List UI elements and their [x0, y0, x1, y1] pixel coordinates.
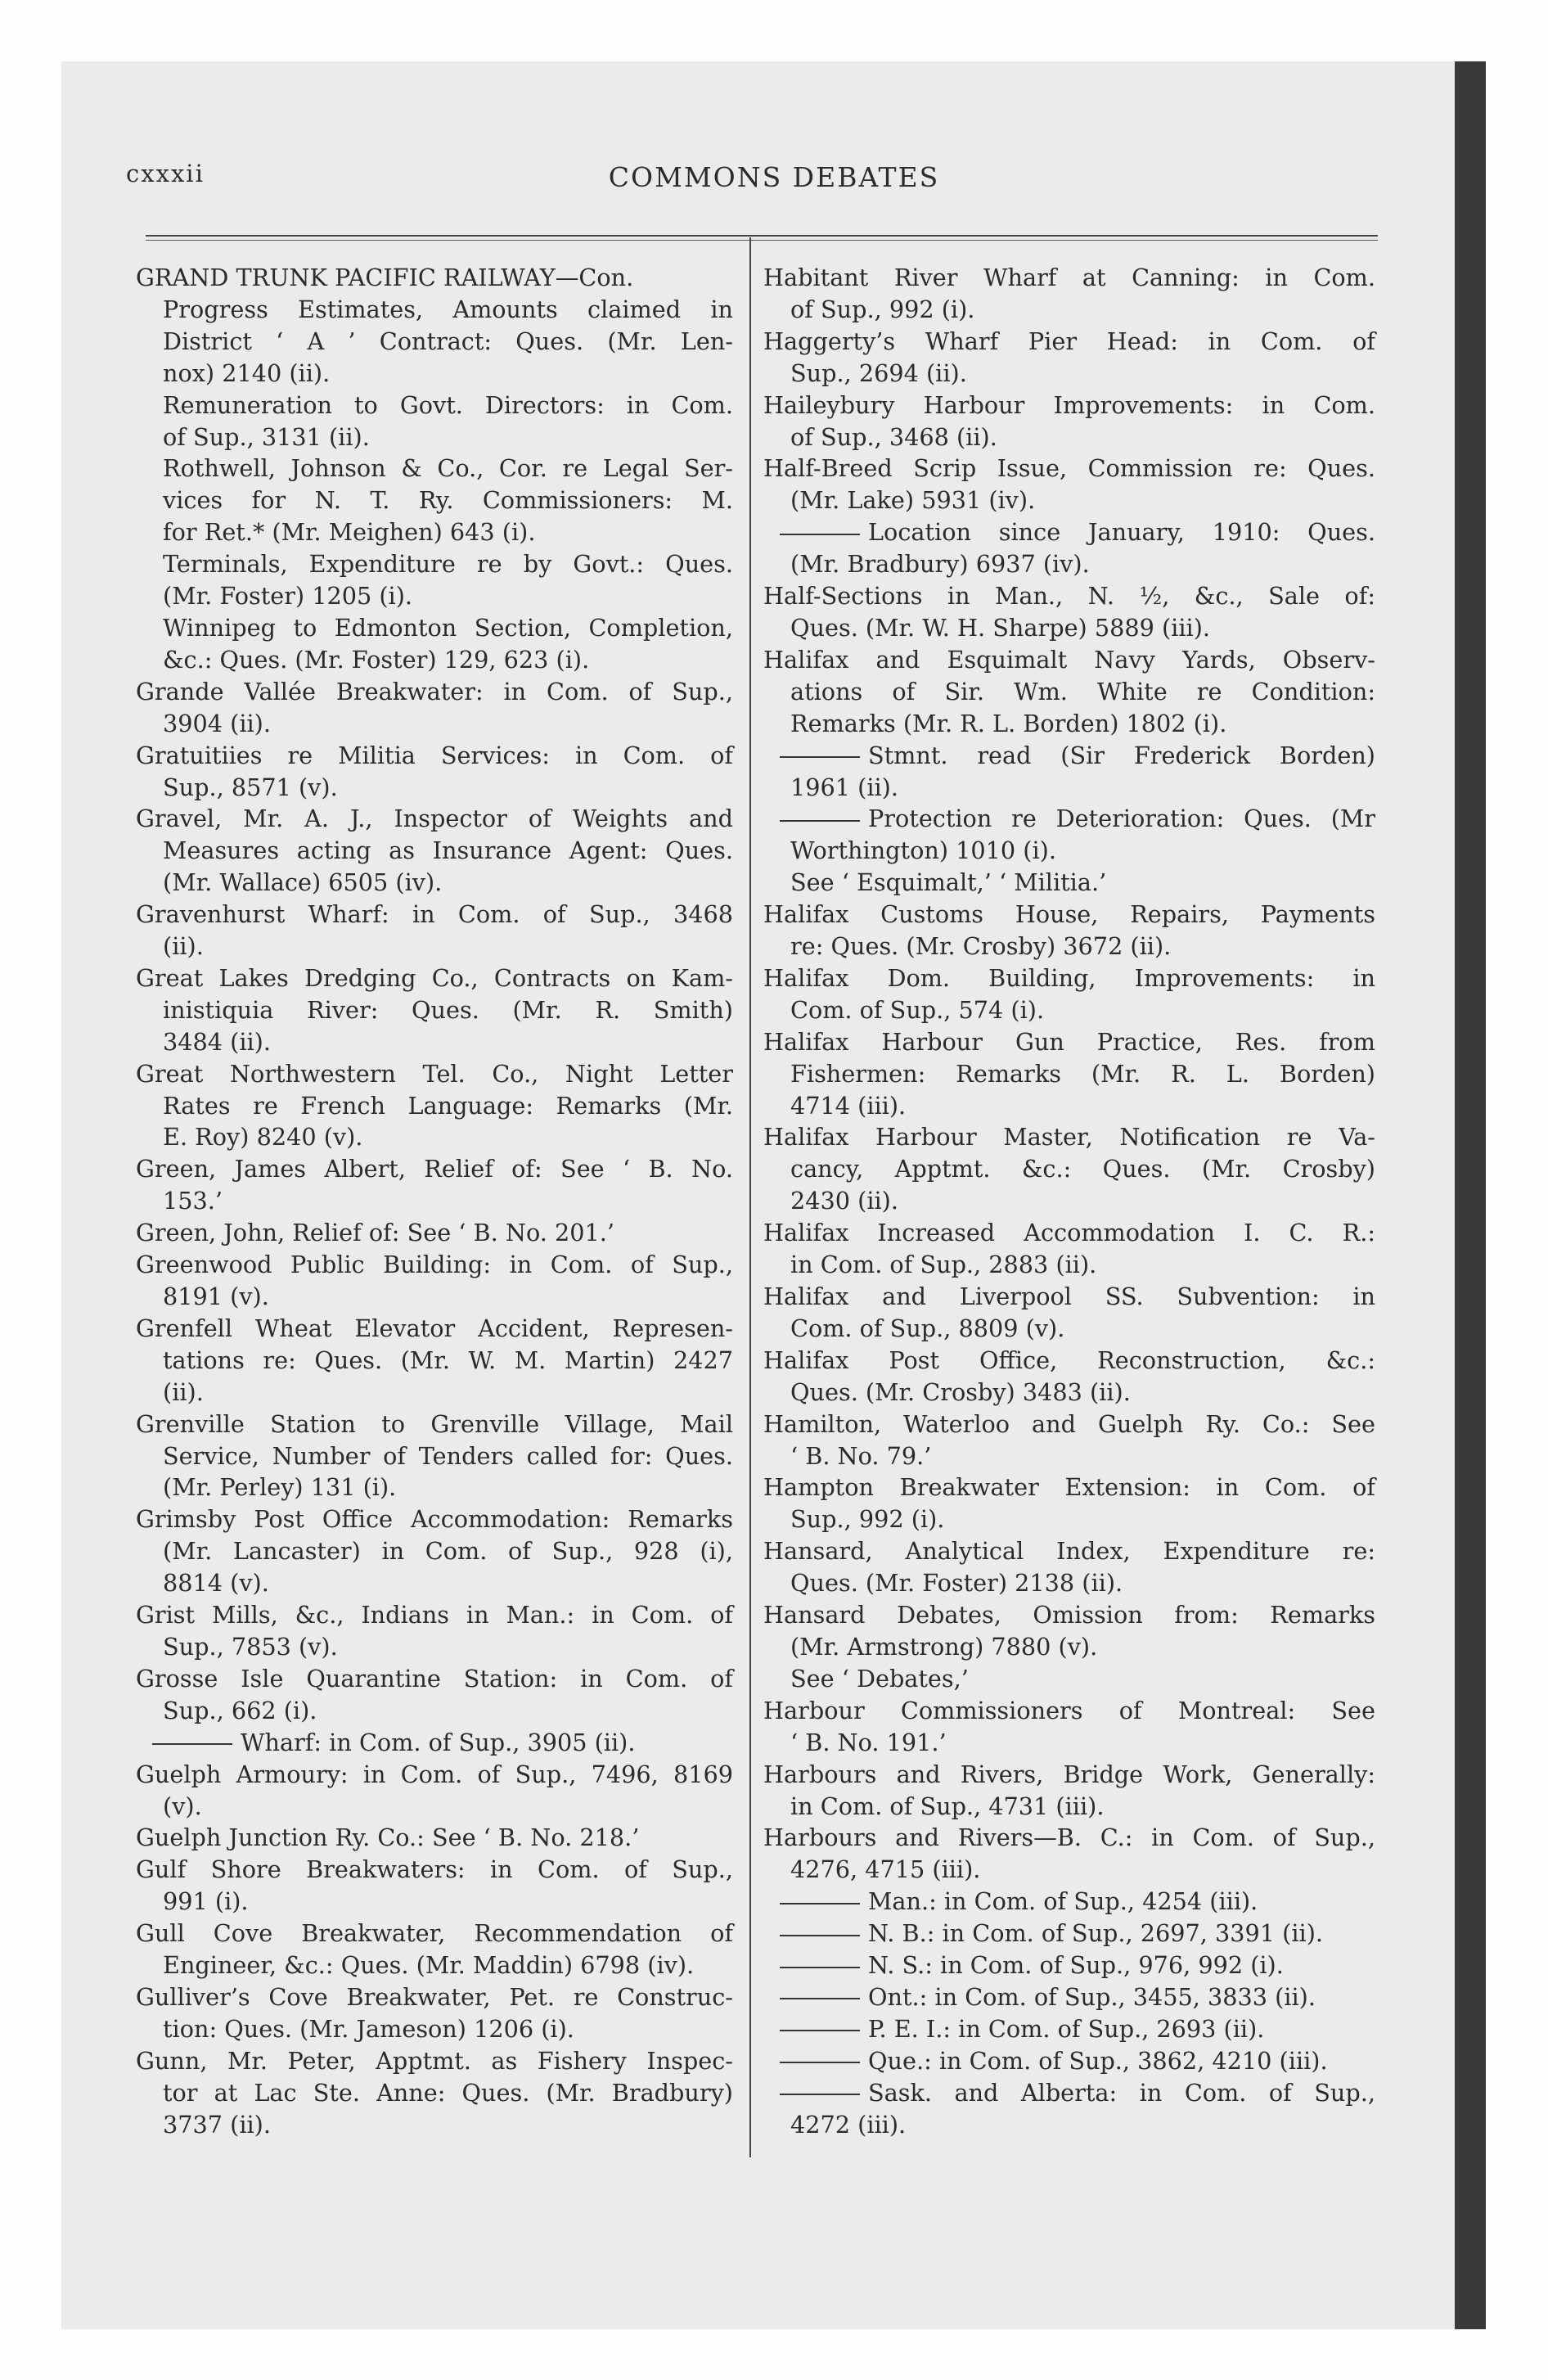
- entry-line: Rothwell, Johnson & Co., Cor. re Legal Ser-: [163, 454, 733, 483]
- entry-line: Halifax Dom. Building, Improvements: in: [763, 963, 1375, 992]
- entry-line: tations re: Ques. (Mr. W. M. Martin) 2427: [163, 1346, 733, 1374]
- index-entry: [763, 899, 1375, 962]
- index-entry: [763, 2013, 1375, 2045]
- index-entry: [136, 1854, 733, 1918]
- entry-line: Haggerty’s Wharf Pier Head: in Com. of: [763, 327, 1375, 355]
- entry-line: 2430 (ii).: [790, 1187, 898, 1215]
- entry-line: in Com. of Sup., 4731 (iii).: [790, 1792, 1105, 1820]
- entry-line: (Mr. Wallace) 6505 (iv).: [163, 868, 443, 897]
- entry-line: 3484 (ii).: [163, 1027, 271, 1056]
- ditto-dash: [780, 1998, 860, 1999]
- ditto-dash: [152, 1743, 232, 1745]
- entry-line: Gulf Shore Breakwaters: in Com. of Sup.,: [136, 1855, 733, 1884]
- index-entry: [763, 740, 1375, 804]
- entry-line: Hamilton, Waterloo and Guelph Ry. Co.: See: [763, 1409, 1375, 1438]
- entry-line: [763, 1886, 1375, 1918]
- entry-text: Protection re Deterioration: Ques. (Mr: [868, 805, 1375, 833]
- ditto-dash: [780, 2094, 860, 2095]
- entry-text: Que.: in Com. of Sup., 3862, 4210 (iii).: [868, 2046, 1328, 2075]
- entry-line: 8814 (v).: [163, 1569, 269, 1598]
- entry-line: tor at Lac Ste. Anne: Ques. (Mr. Bradbury): [163, 2078, 733, 2107]
- index-entry: [136, 294, 733, 390]
- entry-line: Hansard, Analytical Index, Expenditure re:: [763, 1537, 1375, 1566]
- entry-line: Half-Breed Scrip Issue, Commission re: Ques.: [763, 454, 1375, 483]
- entry-line: Harbour Commissioners of Montreal: See: [763, 1696, 1375, 1724]
- index-entry: [136, 1153, 733, 1217]
- index-entry: [763, 1759, 1375, 1823]
- entry-line: 4276, 4715 (iii).: [790, 1855, 981, 1884]
- entry-line: re: Ques. (Mr. Crosby) 3672 (ii).: [790, 932, 1172, 961]
- index-entry: [763, 1950, 1375, 1981]
- entry-line: Fishermen: Remarks (Mr. R. L. Borden): [790, 1059, 1375, 1088]
- entry-line: Gulliver’s Cove Breakwater, Pet. re Construc-: [136, 1982, 733, 2011]
- entry-line: [763, 2077, 1375, 2109]
- entry-line: Great Northwestern Tel. Co., Night Letter: [136, 1059, 733, 1088]
- entry-line: Gravenhurst Wharf: in Com. of Sup., 3468: [136, 900, 733, 929]
- index-entry: [136, 453, 733, 548]
- index-entry: [763, 1981, 1375, 2013]
- entry-line: Terminals, Expenditure re by Govt.: Ques.: [163, 550, 733, 579]
- entry-line: Gravel, Mr. A. J., Inspector of Weights and: [136, 805, 733, 833]
- index-entry: [136, 1599, 733, 1663]
- index-entry: [136, 1727, 733, 1759]
- entry-line: Gull Cove Breakwater, Recommendation of: [136, 1919, 733, 1948]
- index-entry: [763, 1472, 1375, 1535]
- entry-line: inistiquia River: Ques. (Mr. R. Smith): [163, 995, 733, 1024]
- index-entry: [763, 962, 1375, 1026]
- entry-line: Great Lakes Dredging Co., Contracts on Kam-: [136, 963, 733, 992]
- entry-line: [763, 1918, 1375, 1950]
- ditto-dash: [780, 820, 860, 822]
- entry-line: Service, Number of Tenders called for: Ques.: [163, 1441, 733, 1470]
- entry-line: [763, 1981, 1375, 2013]
- entry-text: P. E. I.: in Com. of Sup., 2693 (ii).: [868, 2014, 1265, 2043]
- entry-line: Halifax Post Office, Reconstruction, &c.:: [763, 1346, 1375, 1374]
- index-entry: [763, 1217, 1375, 1281]
- entry-line: Grenville Station to Grenville Village, Mail: [136, 1409, 733, 1438]
- index-entry: [763, 1345, 1375, 1409]
- entry-line: [763, 740, 1375, 772]
- index-entry: [136, 1759, 733, 1823]
- entry-text: Ont.: in Com. of Sup., 3455, 3833 (ii).: [868, 1982, 1316, 2011]
- entry-line: 1961 (ii).: [790, 773, 898, 801]
- entry-line: Progress Estimates, Amounts claimed in: [163, 295, 733, 323]
- entry-line: Remarks (Mr. R. L. Borden) 1802 (i).: [790, 709, 1227, 737]
- index-entry: [763, 1663, 1375, 1695]
- left-column: [136, 262, 733, 2140]
- entry-line: Sup., 2694 (ii).: [790, 358, 967, 387]
- index-entry: [136, 1217, 733, 1249]
- entry-line: of Sup., 3131 (ii).: [163, 422, 370, 451]
- entry-line: E. Roy) 8240 (v).: [163, 1123, 363, 1152]
- entry-text: N. B.: in Com. of Sup., 2697, 3391 (ii).: [868, 1919, 1324, 1948]
- ditto-dash: [780, 1935, 860, 1936]
- entry-line: Green, James Albert, Relief of: See ‘ B. No.: [136, 1155, 733, 1183]
- entry-line: Halifax and Esquimalt Navy Yards, Observ-: [763, 645, 1375, 674]
- entry-line: (Mr. Lake) 5931 (iv).: [790, 486, 1036, 515]
- entry-line: See ‘ Debates,’: [790, 1664, 969, 1693]
- index-entry: [763, 326, 1375, 390]
- index-entry: [763, 580, 1375, 644]
- index-entry: [763, 1599, 1375, 1663]
- ditto-dash: [780, 2030, 860, 2031]
- entry-line: 3737 (ii).: [163, 2110, 271, 2139]
- entry-line: Ques. (Mr. Foster) 2138 (ii).: [790, 1569, 1123, 1598]
- entry-line: vices for N. T. Ry. Commissioners: M.: [163, 486, 733, 515]
- entry-line: Gratuitiies re Militia Services: in Com. of: [136, 741, 733, 769]
- entry-line: Hansard Debates, Omission from: Remarks: [763, 1601, 1375, 1629]
- index-entry: [763, 867, 1375, 899]
- entry-line: Harbours and Rivers—B. C.: in Com. of Sup.,: [763, 1823, 1375, 1852]
- entry-line: [136, 1727, 733, 1759]
- entry-line: [763, 516, 1375, 548]
- entry-line: (ii).: [163, 1377, 204, 1406]
- entry-line: [763, 803, 1375, 835]
- index-entry: [763, 390, 1375, 453]
- header-rule: [146, 235, 1378, 241]
- entry-line: Halifax Harbour Master, Notification re Va-: [763, 1123, 1375, 1152]
- entry-line: (Mr. Perley) 131 (i).: [163, 1473, 397, 1502]
- entry-line: GRAND TRUNK PACIFIC RAILWAY—Con.: [136, 264, 634, 291]
- index-entry: [763, 1121, 1375, 1217]
- entry-line: Halifax and Liverpool SS. Subvention: in: [763, 1282, 1375, 1310]
- entry-line: 4272 (iii).: [790, 2110, 907, 2139]
- entry-line: tion: Ques. (Mr. Jameson) 1206 (i).: [163, 2014, 574, 2043]
- entry-line: Grimsby Post Office Accommodation: Remarks: [136, 1505, 733, 1534]
- entry-line: Remuneration to Govt. Directors: in Com.: [163, 390, 733, 419]
- index-entry: [136, 1249, 733, 1313]
- index-entry: [763, 516, 1375, 580]
- entry-line: Measures acting as Insurance Agent: Ques.: [163, 836, 733, 865]
- index-entry: [136, 1313, 733, 1409]
- index-entry: [136, 962, 733, 1058]
- entry-line: Harbours and Rivers, Bridge Work, Generally:: [763, 1760, 1375, 1788]
- entry-text: Man.: in Com. of Sup., 4254 (iii).: [868, 1887, 1258, 1916]
- entry-line: Ques. (Mr. Crosby) 3483 (ii).: [790, 1377, 1131, 1406]
- entry-line: Guelph Armoury: in Com. of Sup., 7496, 8169: [136, 1760, 733, 1788]
- entry-line: [763, 2045, 1375, 2077]
- index-entry: [763, 1026, 1375, 1122]
- entry-line: Com. of Sup., 574 (i).: [790, 995, 1045, 1024]
- entry-line: in Com. of Sup., 2883 (ii).: [790, 1251, 1097, 1279]
- entry-line: Grist Mills, &c., Indians in Man.: in Com. of: [136, 1601, 733, 1629]
- index-entry: [763, 1886, 1375, 1918]
- entry-line: of Sup., 992 (i).: [790, 295, 975, 323]
- entry-line: Winnipeg to Edmonton Section, Completion,: [163, 613, 733, 642]
- index-entry: [763, 1822, 1375, 1886]
- entry-line: [763, 2013, 1375, 2045]
- index-entry: [763, 1918, 1375, 1950]
- index-entry: [763, 1695, 1375, 1759]
- entry-line: Halifax Customs House, Repairs, Payments: [763, 900, 1375, 929]
- entry-line: Guelph Junction Ry. Co.: See ‘ B. No. 218.’: [136, 1823, 640, 1852]
- entry-line: &c.: Ques. (Mr. Foster) 129, 623 (i).: [163, 645, 590, 674]
- running-title: COMMONS DEBATES: [608, 161, 940, 193]
- index-entry: [763, 644, 1375, 740]
- index-entry: [136, 1503, 733, 1599]
- index-entry: [136, 1981, 733, 2045]
- entry-line: ‘ B. No. 191.’: [790, 1728, 947, 1756]
- index-entry: [136, 676, 733, 740]
- entry-line: (v).: [163, 1792, 202, 1820]
- entry-line: Worthington) 1010 (i).: [790, 836, 1056, 865]
- index-entry: [136, 740, 733, 804]
- entry-line: Sup., 992 (i).: [790, 1505, 945, 1534]
- entry-line: 8191 (v).: [163, 1282, 269, 1310]
- index-entry: [763, 2045, 1375, 2077]
- entry-line: for Ret.* (Mr. Meighen) 643 (i).: [163, 518, 536, 547]
- index-entry: [763, 1535, 1375, 1599]
- index-entry: [763, 2077, 1375, 2141]
- index-entry: [763, 803, 1375, 867]
- index-entry: [136, 1918, 733, 1981]
- index-entry: [136, 803, 733, 899]
- index-entry: [763, 1281, 1375, 1345]
- right-column: [763, 262, 1375, 2140]
- index-entry: [136, 262, 733, 294]
- column-divider: [749, 237, 751, 2157]
- entry-line: (Mr. Lancaster) in Com. of Sup., 928 (i),: [163, 1537, 733, 1566]
- entry-line: Sup., 8571 (v).: [163, 773, 338, 801]
- index-entry: [763, 453, 1375, 516]
- index-entry: [136, 1822, 733, 1854]
- entry-text: N. S.: in Com. of Sup., 976, 992 (i).: [868, 1951, 1284, 1980]
- page-number: cxxxii: [126, 160, 205, 187]
- entry-line: Sup., 7853 (v).: [163, 1632, 338, 1661]
- entry-text: Stmnt. read (Sir Frederick Borden): [868, 741, 1375, 769]
- entry-line: District ‘ A ’ Contract: Ques. (Mr. Len-: [163, 327, 733, 355]
- entry-line: 153.’: [163, 1187, 223, 1215]
- entry-line: nox) 2140 (ii).: [163, 358, 331, 387]
- entry-line: Greenwood Public Building: in Com. of Sup.,: [136, 1251, 733, 1279]
- ditto-dash: [780, 2062, 860, 2063]
- entry-line: Gunn, Mr. Peter, Apptmt. as Fishery Inspec-: [136, 2046, 733, 2075]
- entry-line: (Mr. Bradbury) 6937 (iv).: [790, 550, 1090, 579]
- entry-line: [763, 1950, 1375, 1981]
- ditto-dash: [780, 756, 860, 758]
- index-entry: [763, 262, 1375, 326]
- entry-line: Hampton Breakwater Extension: in Com. of: [763, 1473, 1375, 1502]
- entry-line: See ‘ Esquimalt,’ ‘ Militia.’: [790, 868, 1107, 897]
- index-entry: [136, 390, 733, 453]
- entry-text: Location since January, 1910: Ques.: [868, 518, 1375, 547]
- entry-line: ‘ B. No. 79.’: [790, 1441, 932, 1470]
- entry-line: Engineer, &c.: Ques. (Mr. Maddin) 6798 (iv).: [163, 1951, 695, 1980]
- entry-line: Haileybury Harbour Improvements: in Com.: [763, 390, 1375, 419]
- index-entry: [136, 1058, 733, 1154]
- entry-line: Com. of Sup., 8809 (v).: [790, 1314, 1065, 1342]
- entry-line: Halifax Harbour Gun Practice, Res. from: [763, 1027, 1375, 1056]
- index-entry: [136, 1663, 733, 1727]
- entry-line: Halifax Increased Accommodation I. C. R.:: [763, 1219, 1375, 1247]
- entry-line: 3904 (ii).: [163, 709, 271, 737]
- page-edge-shadow: [1455, 61, 1486, 2329]
- entry-line: Rates re French Language: Remarks (Mr.: [163, 1091, 733, 1120]
- entry-line: 4714 (iii).: [790, 1091, 907, 1120]
- ditto-dash: [780, 1903, 860, 1904]
- entry-line: Half-Sections in Man., N. ½, &c., Sale of:: [763, 582, 1375, 611]
- entry-line: Green, John, Relief of: See ‘ B. No. 201.’: [136, 1219, 614, 1247]
- entry-line: Grosse Isle Quarantine Station: in Com. of: [136, 1664, 733, 1693]
- entry-line: cancy, Apptmt. &c.: Ques. (Mr. Crosby): [790, 1155, 1375, 1183]
- index-entry: [136, 1409, 733, 1504]
- entry-line: Grande Vallée Breakwater: in Com. of Sup.,: [136, 677, 733, 705]
- entry-line: (Mr. Foster) 1205 (i).: [163, 582, 413, 611]
- index-entry: [136, 2045, 733, 2141]
- entry-line: Habitant River Wharf at Canning: in Com.: [763, 264, 1375, 291]
- entry-line: (ii).: [163, 932, 204, 961]
- entry-text: Sask. and Alberta: in Com. of Sup.,: [868, 2078, 1375, 2107]
- index-entry: [763, 1409, 1375, 1472]
- entry-text: Wharf: in Com. of Sup., 3905 (ii).: [241, 1728, 636, 1756]
- ditto-dash: [780, 534, 860, 535]
- entry-line: Ques. (Mr. W. H. Sharpe) 5889 (iii).: [790, 613, 1211, 642]
- ditto-dash: [780, 1967, 860, 1968]
- entry-line: ations of Sir. Wm. White re Condition:: [790, 677, 1375, 705]
- entry-line: (Mr. Armstrong) 7880 (v).: [790, 1632, 1098, 1661]
- entry-line: Sup., 662 (i).: [163, 1696, 317, 1724]
- entry-line: of Sup., 3468 (ii).: [790, 422, 997, 451]
- index-entry: [136, 899, 733, 962]
- index-entry: [136, 548, 733, 612]
- entry-line: 991 (i).: [163, 1887, 249, 1916]
- index-entry: [136, 612, 733, 676]
- entry-line: Grenfell Wheat Elevator Accident, Represen-: [136, 1314, 733, 1342]
